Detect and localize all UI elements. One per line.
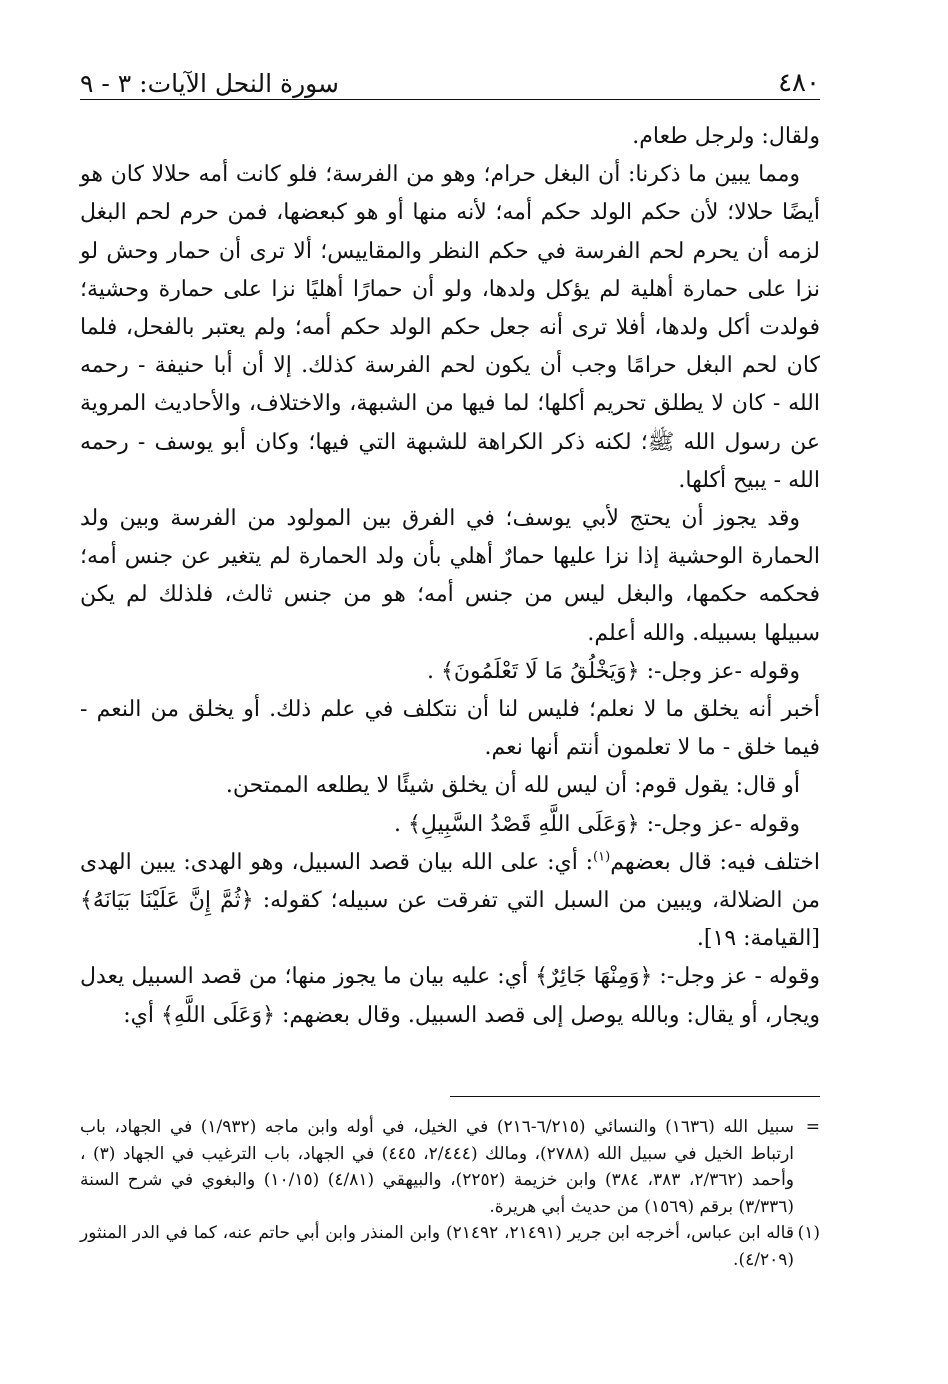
- footnote: [80, 1220, 820, 1273]
- paragraph: أو قال: يقول قوم: أن ليس لله أن يخلق شيئًا لا يطلعه الممتحن.: [225, 773, 800, 799]
- paragraph: أخبر أنه يخلق ما لا نعلم؛ فليس لنا أن نتكلف في علم ذلك. أو يخلق من النعم - فيما خلق - ما لا تعلمون أنتم أنها نعم.: [80, 697, 820, 761]
- footnote-ref[interactable]: (١): [593, 849, 611, 865]
- quran-verse: ﴿وَعَلَى اللَّهِ قَصْدُ السَّبِيلِ﴾: [408, 811, 640, 837]
- verse-end: .: [426, 658, 441, 684]
- verse-intro: وقوله -عز وجل-:: [639, 811, 800, 837]
- page-header: [80, 48, 820, 98]
- header-divider: [80, 99, 820, 100]
- paragraph: [80, 958, 820, 1034]
- verse-paragraph: [80, 653, 820, 691]
- paragraph: ومما يبين ما ذكرنا: أن البغل حرام؛ وهو من الفرسة؛ فلو كانت أمه حلالا كان هو أيضًا حلالا؛ لأن حكم الولد حكم أمه؛ لأنه منها أو هو كبعضها، فمن حرم لحم البغل لزمه أن يحرم لحم الفرسة في حكم النظر والمقاييس؛ ألا ترى أن حمار وحش لو نزا على حمارة أهلية لم يؤكل ولدها، ولو أن حمارًا أهليًا نزا على حمارة وحشية؛ فولدت أكل ولدها، أفلا ترى أنه جعل حكم الولد حكم أمه؛ ولم يعتبر بالفحل، فلما كان لحم البغل حرامًا وجب أن يكون لحم الفرسة كذلك. إلا أن أبا حنيفة - رحمه الله - كان لا يطلق تحريم أكلها؛ لما فيها من الشبهة، والاختلاف، والأحاديث المروية عن رسول الله ﷺ؛ لكنه ذكر الكراهة للشبهة التي فيها؛ وكان أبو يوسف - رحمه الله - يبيح أكلها.: [80, 162, 820, 493]
- verse-paragraph: [80, 806, 820, 844]
- text-span: : أي: على الله بيان قصد السبيل، وهو الهدى: يبين الهدى من الضلالة، ويبين من السبل التي تفرقت عن سبيله؛ كقوله:: [80, 849, 820, 914]
- page-number: ٤٨٠: [778, 68, 820, 98]
- paragraph: وقد يجوز أن يحتج لأبي يوسف؛ في الفرق بين المولود من الفرسة وبين ولد الحمارة الوحشية إذا نزا عليها حمارٌ أهلي بأن ولد الحمارة لم يتغير عن جنس أمه؛ فحكمه حكمها، والبغل ليس من جنس أمه؛ هو من جنس ثالث، فلذلك لم يكن سبيلها بسبيله. والله أعلم.: [80, 506, 820, 646]
- quran-verse: ﴿وَعَلَى اللَّهِ﴾: [160, 1002, 276, 1028]
- text-span: وقوله - عز وجل-:: [652, 964, 821, 990]
- paragraph: [80, 844, 820, 959]
- footnote-mark: (١): [797, 1223, 820, 1243]
- footnote-divider: [450, 1096, 820, 1097]
- quran-verse: ﴿وَمِنْهَا جَائِرٌ﴾: [535, 964, 653, 990]
- footnote-text: سبيل الله (١٦٣٦) والنسائي (٦/٢١٥-٢١٦) في الخيل، في أوله وابن ماجه (١/٩٣٢) في الجهاد، باب ارتباط الخيل في سبيل الله (٢٧٨٨)، ومالك (٢/٤٤٤، ٤٤٥) في الجهاد، باب الترغيب في الجهاد (٣) ، وأحمد (٢/٣٦٢، ٣٨٣، ٣٨٤) وابن خزيمة (٢٢٥٢)، والبيهقي (٤/٨١) (١٠/١٥) والبغوي في شرح السنة (٣/٣٣٦) برقم (١٥٦٩) من حديث أبي هريرة.: [80, 1117, 795, 1217]
- footnotes: [80, 1114, 820, 1273]
- paragraph: ولقال: ولرجل طعام.: [632, 124, 820, 149]
- verse-end: .: [394, 811, 409, 837]
- footnote: [80, 1114, 820, 1220]
- text-span: أي: عليه بيان ما يجوز منها؛ من قصد السبيل يعدل ويجار، أو يقال: وبالله يوصل إلى قصد السبيل. وقال بعضهم:: [80, 964, 820, 1028]
- verse-intro: وقوله -عز وجل-:: [639, 658, 800, 684]
- main-text: [80, 118, 820, 1035]
- footnote-text: قاله ابن عباس، أخرجه ابن جرير (٢١٤٩١، ٢١٤٩٢) وابن المنذر وابن أبي حاتم عنه، كما في الدر المنثور (٤/٢٠٩).: [80, 1223, 794, 1270]
- text-span: اختلف فيه: قال بعضهم: [610, 849, 820, 875]
- quran-verse: ﴿ثُمَّ إِنَّ عَلَيْنَا بَيَانَهُ﴾: [80, 888, 254, 914]
- running-title: سورة النحل الآيات: ٣ - ٩: [80, 69, 340, 98]
- text-span: [القيامة: ١٩].: [696, 926, 820, 952]
- footnote-mark: =: [805, 1117, 820, 1137]
- quran-verse: ﴿وَيَخْلُقُ مَا لَا تَعْلَمُونَ﴾: [440, 658, 640, 684]
- text-span: أي:: [123, 1002, 161, 1028]
